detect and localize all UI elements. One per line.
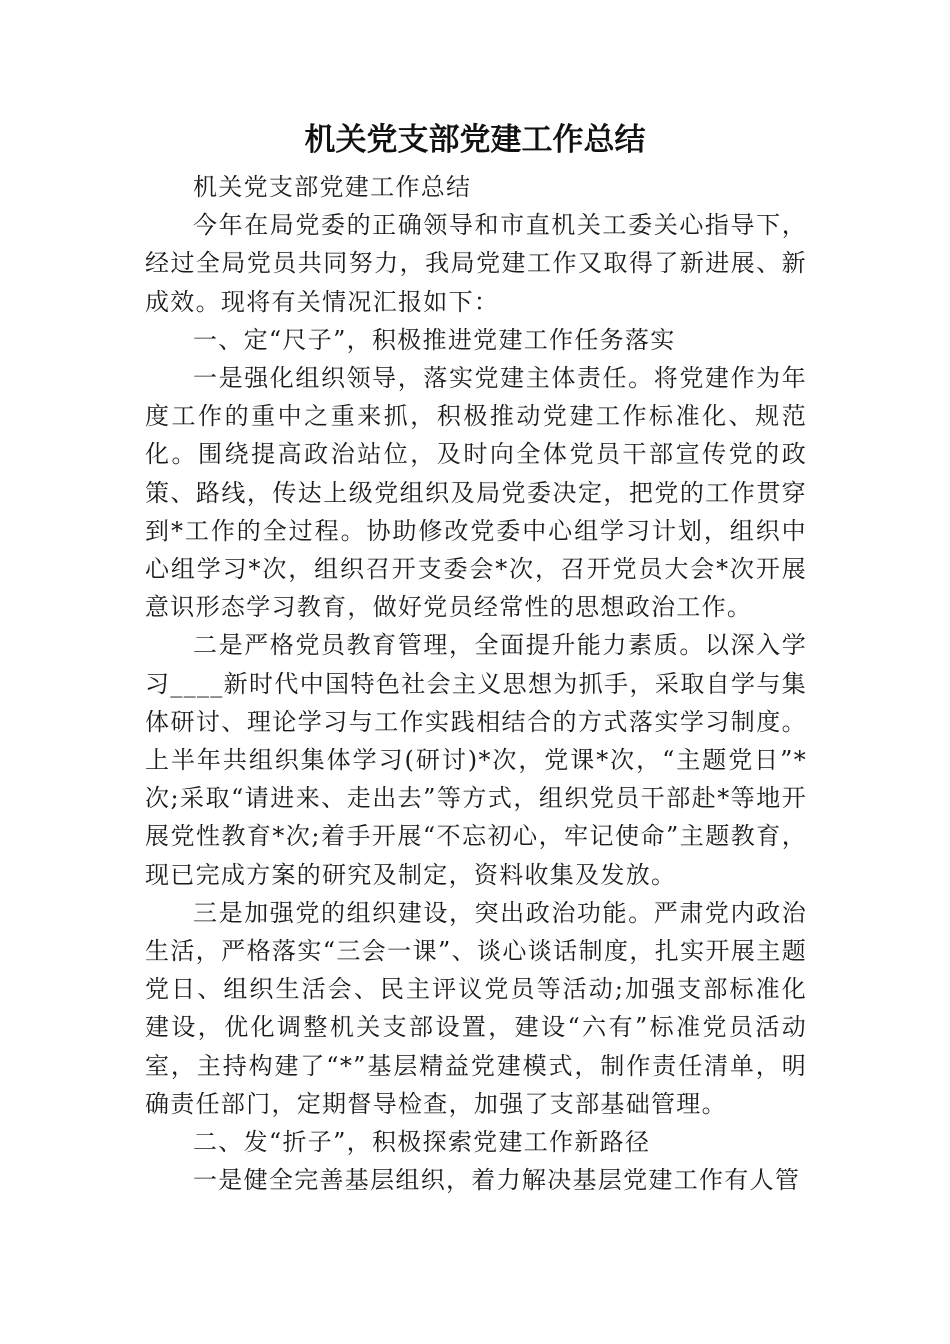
document-title: 机关党支部党建工作总结 (304, 122, 646, 158)
paragraph-intro: 今年在局党委的正确领导和市直机关工委关心指导下，经过全局党员共同努力，我局党建工作又取得了新进展、新成效。现将有关情况汇报如下： (145, 211, 807, 316)
paragraph-subtitle: 机关党支部党建工作总结 (193, 173, 472, 201)
section-heading-2: 二、发“折子”，积极探索党建工作新路径 (193, 1128, 651, 1157)
paragraph: 一是健全完善基层组织，着力解决基层党建工作有人管 (193, 1166, 801, 1195)
paragraph: 二是严格党员教育管理，全面提升能力素质。以深入学习____新时代中国特色社会主义思想为抓手，采取自学与集体研讨、理论学习与工作实践相结合的方式落实学习制度。上半年共组织集体学习(研讨)*次，党课*次，“主题党日”*次;采取“请进来、走出去”等方式，组织党员干部赴*等地开展党性教育*次;着手开展“不忘初心，牢记使命”主题教育，现已完成方案的研究及制定，资料收集及发放。 (145, 631, 807, 889)
paragraph: 一是强化组织领导，落实党建主体责任。将党建作为年度工作的重中之重来抓，积极推动党建工作标准化、规范化。围绕提高政治站位，及时向全体党员干部宣传党的政策、路线，传达上级党组织及局党委决定，把党的工作贯穿到*工作的全过程。协助修改党委中心组学习计划，组织中心组学习*次，组织召开支委会*次，召开党员大会*次开展意识形态学习教育，做好党员经常性的思想政治工作。 (145, 364, 807, 622)
document-body (145, 168, 807, 1199)
section-heading-1: 一、定“尺子”，积极推进党建工作任务落实 (193, 325, 676, 354)
paragraph: 三是加强党的组织建设，突出政治功能。严肃党内政治生活，严格落实“三会一课”、谈心谈话制度，扎实开展主题党日、组织生活会、民主评议党员等活动;加强支部标准化建设，优化调整机关支部设置，建设“六有”标准党员活动室，主持构建了“*”基层精益党建模式，制作责任清单，明确责任部门，定期督导检查，加强了支部基础管理。 (145, 898, 807, 1118)
